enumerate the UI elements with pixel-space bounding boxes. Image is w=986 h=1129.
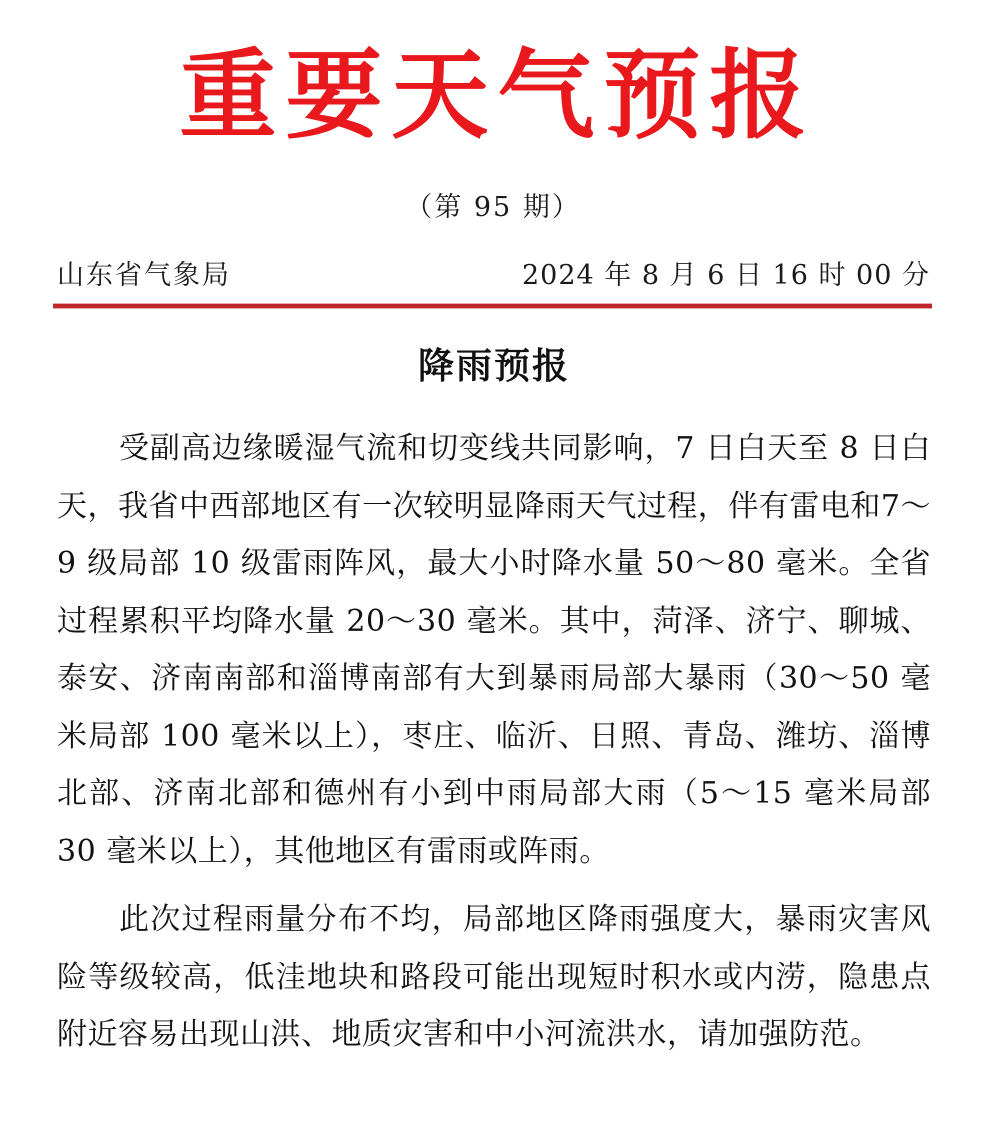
issuing-agency: 山东省气象局	[57, 260, 231, 291]
paragraph-forecast-detail: 受副高边缘暖湿气流和切变线共同影响，7 日白天至 8 日白天，我省中西部地区有一次较明显降雨天气过程，伴有雷电和7～9 级局部 10 级雷雨阵风，最大小时降水量 50～80 毫米。全省过程累积平均降水量 20～30 毫米。其中，菏泽、济宁、聊城、泰安、济南南部和淄博南部有大到暴雨局部大暴雨（30～50 毫米局部 100 毫米以上），枣庄、临沂、日照、青岛、潍坊、淄博北部、济南北部和德州有小到中雨局部大雨（5～15 毫米局部 30 毫米以上），其他地区有雷雨或阵雨。	[57, 431, 931, 869]
issue-number: （第 95 期）	[405, 192, 581, 223]
issue-datetime: 2024 年 8 月 6 日 16 时 00 分	[521, 260, 930, 291]
paragraph-risk-advisory: 此次过程雨量分布不均，局部地区降雨强度大，暴雨灾害风险等级较高，低洼地块和路段可能出现短时积水或内涝，隐患点附近容易出现山洪、地质灾害和中小河流洪水，请加强防范。	[57, 902, 931, 1052]
page-title: 重要天气预报	[179, 39, 816, 152]
header-divider	[53, 303, 932, 309]
issuer-info-row	[57, 256, 930, 296]
body-content	[57, 420, 931, 1064]
section-heading: 降雨预报	[417, 346, 570, 387]
